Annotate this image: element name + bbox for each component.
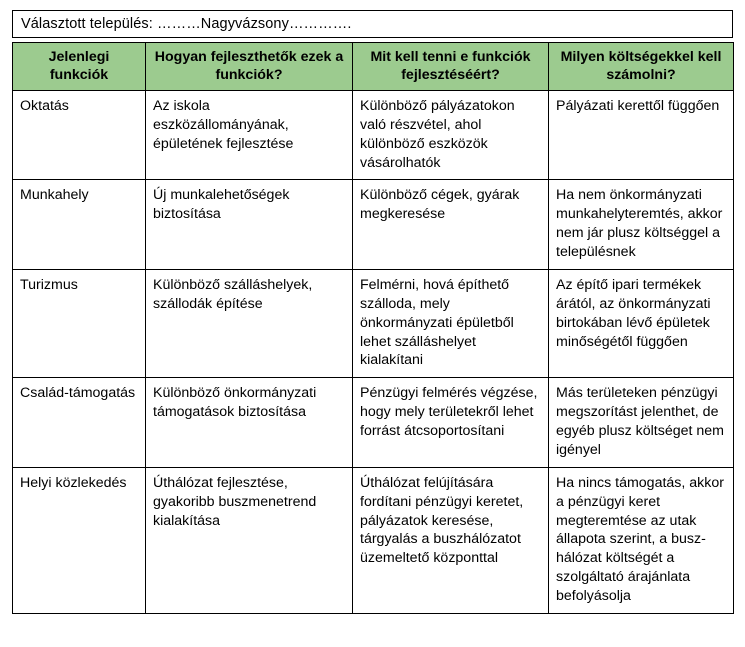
cell-current-function: Helyi közlekedés xyxy=(13,467,146,613)
cell-how-developed: Az iskola eszközállományának, épületének fejlesztése xyxy=(146,90,353,180)
cell-what-to-do: Különböző cégek, gyárak megkeresése xyxy=(353,180,549,270)
table-row xyxy=(13,90,734,180)
table-header xyxy=(13,43,734,91)
cell-current-function: Turizmus xyxy=(13,269,146,377)
cell-how-developed: Új munkalehetőségek biztosítása xyxy=(146,180,353,270)
cell-what-to-do: Felmérni, hová építhető szálloda, mely önkormányzati épületből lehet szálláshelyet kialakítani xyxy=(353,269,549,377)
cell-what-to-do: Pénzügyi felmérés végzése, hogy mely területekről lehet forrást átcsoportosítani xyxy=(353,378,549,468)
settlement-title-text: Választott település: ………Nagyvázsony…………. xyxy=(21,16,352,32)
cell-costs: Az építő ipari termékek árától, az önkormányzati birtokában lévő épületek minőségétől függően xyxy=(549,269,734,377)
table-row xyxy=(13,269,734,377)
cell-costs: Ha nem önkormányzati munkahelyteremtés, akkor nem jár plusz költséggel a településnek xyxy=(549,180,734,270)
cell-current-function: Oktatás xyxy=(13,90,146,180)
cell-costs: Pályázati kerettől függően xyxy=(549,90,734,180)
table-row xyxy=(13,467,734,613)
cell-current-function: Család-támogatás xyxy=(13,378,146,468)
cell-how-developed: Különböző szálláshelyek, szállodák építése xyxy=(146,269,353,377)
functions-development-table xyxy=(12,42,734,614)
column-header-what-to-do: Mit kell tenni e funkciók fejlesztéséért? xyxy=(353,43,549,91)
cell-what-to-do: Különböző pályázatokon való részvétel, ahol különböző eszközök vásárolhatók xyxy=(353,90,549,180)
column-header-costs: Milyen költségekkel kell számolni? xyxy=(549,43,734,91)
cell-costs: Ha nincs támogatás, akkor a pénzügyi keret megteremtése az utak állapota szerint, a busz-hálózat költségét a szolgáltató árajánlata befolyásolja xyxy=(549,467,734,613)
cell-how-developed: Úthálózat fejlesztése, gyakoribb buszmenetrend kialakítása xyxy=(146,467,353,613)
table-body xyxy=(13,90,734,613)
table-header-row xyxy=(13,43,734,91)
cell-what-to-do: Úthálózat felújítására fordítani pénzügyi keretet, pályázatok keresése, tárgyalás a buszhálózatot üzemeltető központtal xyxy=(353,467,549,613)
column-header-how-developed: Hogyan fejleszthetők ezek a funkciók? xyxy=(146,43,353,91)
cell-current-function: Munkahely xyxy=(13,180,146,270)
cell-costs: Más területeken pénzügyi megszorítást jelenthet, de egyéb plusz költséget nem igényel xyxy=(549,378,734,468)
settlement-title-box xyxy=(12,10,733,38)
table-row xyxy=(13,378,734,468)
column-header-current-functions: Jelenlegi funkciók xyxy=(13,43,146,91)
cell-how-developed: Különböző önkormányzati támogatások biztosítása xyxy=(146,378,353,468)
table-row xyxy=(13,180,734,270)
